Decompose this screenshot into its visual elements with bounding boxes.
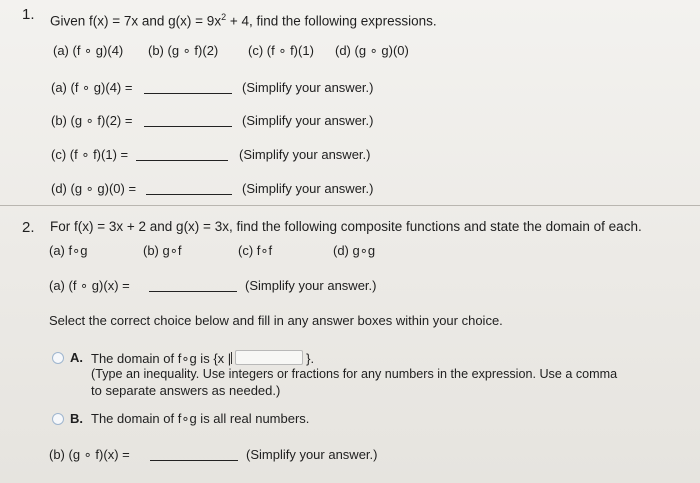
question-1-exponent: 2	[221, 12, 227, 22]
q2-answer-b-hint: (Simplify your answer.)	[246, 447, 378, 462]
choice-a-brace-close: }.	[306, 351, 315, 366]
q1-part-d: (d) (g ∘ g)(0)	[335, 43, 409, 58]
q1-answer-a-label: (a) (f ∘ g)(4) =	[51, 80, 133, 95]
question-1-prompt-pre: Given f(x) = 7x and g(x) = 9x	[50, 13, 222, 29]
q2-answer-a-hint: (Simplify your answer.)	[245, 278, 377, 293]
question-1-prompt-post: + 4, find the following expressions.	[226, 13, 437, 29]
q2-select-instruction: Select the correct choice below and fill in any answer boxes within your choice.	[49, 313, 503, 328]
q2-answer-a-label: (a) (f ∘ g)(x) =	[49, 278, 130, 293]
choice-a-note-line1: (Type an inequality. Use integers or fractions for any numbers in the expression. Use a comma	[91, 367, 618, 381]
q1-answer-b-label: (b) (g ∘ f)(2) =	[51, 113, 133, 128]
choice-a-radio[interactable]	[52, 352, 64, 364]
q1-answer-b-hint: (Simplify your answer.)	[242, 113, 374, 128]
q2-answer-a-input[interactable]	[149, 279, 237, 292]
text-cursor	[231, 352, 232, 364]
q1-part-c: (c) (f ∘ f)(1)	[248, 43, 314, 58]
q2-answer-b-input[interactable]	[150, 448, 238, 461]
question-2-number: 2.	[22, 219, 35, 236]
q1-answer-c-hint: (Simplify your answer.)	[239, 147, 371, 162]
q1-answer-d-label: (d) (g ∘ g)(0) =	[51, 181, 137, 196]
q1-answer-a-hint: (Simplify your answer.)	[242, 80, 374, 95]
q1-answer-c-input[interactable]	[136, 148, 228, 161]
q1-part-a: (a) (f ∘ g)(4)	[53, 43, 124, 58]
choice-a-text-pre: The domain of f∘g is	[91, 351, 210, 366]
question-2-prompt: For f(x) = 3x + 2 and g(x) = 3x, find the following composite functions and state the domain of each.	[50, 219, 642, 234]
choice-b-radio[interactable]	[52, 413, 64, 425]
section-divider	[0, 205, 700, 206]
choice-b-letter: B.	[70, 411, 83, 426]
q2-part-b: (b) g∘f	[143, 243, 182, 258]
q1-part-b: (b) (g ∘ f)(2)	[148, 43, 219, 58]
q1-answer-b-input[interactable]	[144, 114, 232, 127]
q2-part-c: (c) f∘f	[238, 243, 273, 258]
q1-answer-c-label: (c) (f ∘ f)(1) =	[51, 147, 129, 162]
q2-part-a: (a) f∘g	[49, 243, 88, 258]
domain-input-box[interactable]	[235, 350, 303, 365]
q2-part-d: (d) g∘g	[333, 243, 376, 258]
choice-a-note-line2: to separate answers as needed.)	[91, 383, 281, 398]
q1-answer-a-input[interactable]	[144, 81, 232, 94]
question-1-prompt	[50, 12, 437, 29]
q1-answer-d-hint: (Simplify your answer.)	[242, 181, 374, 196]
q1-answer-d-input[interactable]	[146, 182, 232, 195]
choice-b-text: The domain of f∘g is all real numbers.	[91, 411, 310, 426]
choice-a-letter: A.	[70, 350, 83, 365]
q2-answer-b-label: (b) (g ∘ f)(x) =	[49, 447, 130, 462]
choice-a-text	[91, 350, 314, 367]
question-1-number: 1.	[22, 6, 35, 23]
choice-a-brace-open: {x |	[213, 351, 232, 366]
